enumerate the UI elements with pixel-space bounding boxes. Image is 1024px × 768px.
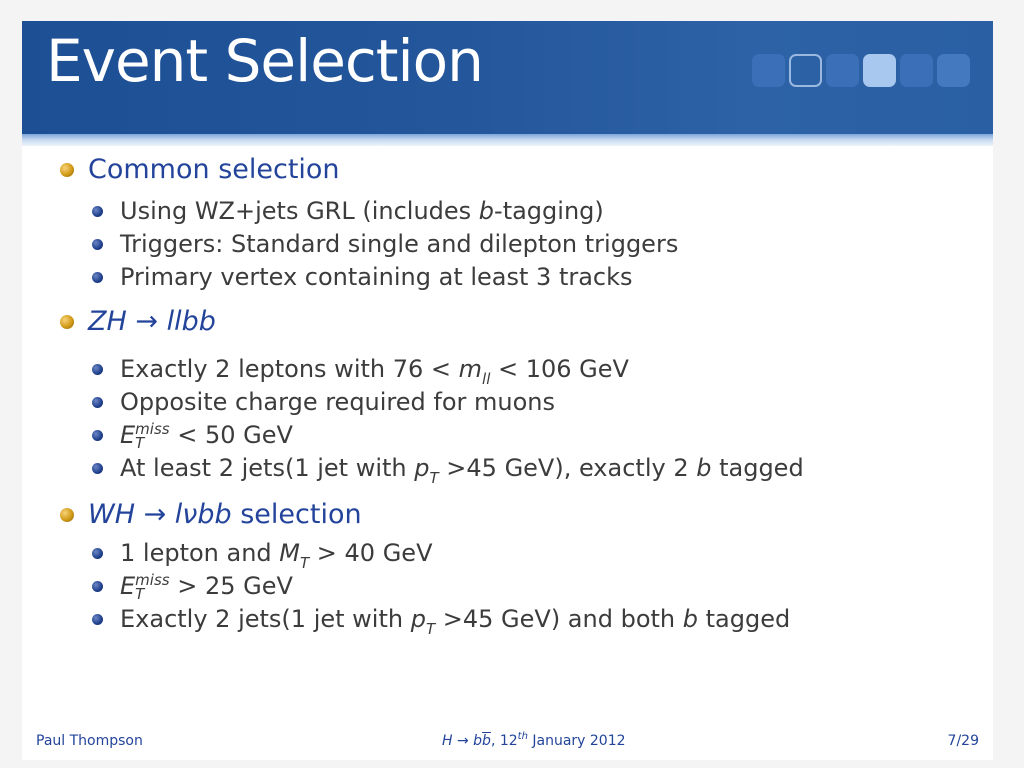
list-item	[92, 539, 993, 572]
bullet-icon	[60, 508, 74, 522]
slide-title: Event Selection	[46, 27, 483, 95]
bullet-icon	[92, 581, 103, 592]
item-text: Using WZ+jets GRL (includes b-tagging)	[120, 197, 604, 225]
bullet-icon	[60, 163, 74, 177]
slide-navigation	[752, 54, 970, 88]
item-text: E miss T > 25 GeV	[120, 571, 293, 603]
nav-square[interactable]	[900, 54, 933, 87]
footer-author: Paul Thompson	[36, 733, 143, 749]
section-heading-wh	[60, 499, 993, 530]
item-text: Exactly 2 jets(1 jet with $p_T >45$ GeV) and both b tagged	[120, 605, 791, 638]
list-item	[92, 572, 993, 601]
bullet-icon	[92, 430, 103, 441]
list-item	[92, 263, 993, 291]
bullet-icon	[92, 272, 103, 283]
item-text: Triggers: Standard single and dilepton triggers	[120, 230, 679, 258]
item-text: Primary vertex containing at least 3 tracks	[120, 263, 633, 291]
slide-footer	[22, 733, 993, 757]
slide	[22, 21, 993, 760]
section-heading-label: WH → lνbb selection	[88, 499, 362, 530]
header-gradient-band	[22, 134, 993, 146]
section-heading-common	[60, 154, 993, 185]
list-item	[92, 355, 993, 388]
item-text: Opposite charge required for muons	[120, 388, 556, 416]
item-text: Exactly 2 leptons with $76 < m_{ll} < 106$ GeV	[120, 355, 629, 388]
item-text: E miss T < 50 GeV	[120, 420, 293, 452]
item-text: At least 2 jets(1 jet with $p_T >45$ GeV), exactly 2 b tagged	[120, 454, 804, 487]
footer-page-number: 7/29	[947, 733, 979, 749]
section-heading-label: Common selection	[88, 154, 340, 185]
bullet-icon	[92, 206, 103, 217]
nav-square[interactable]	[826, 54, 859, 87]
section-heading-zh	[60, 306, 993, 337]
slide-header	[22, 21, 993, 139]
list-item	[92, 230, 993, 258]
nav-square[interactable]	[937, 54, 970, 87]
list-item	[92, 197, 993, 225]
bullet-icon	[92, 463, 103, 474]
bullet-icon	[92, 364, 103, 375]
nav-square[interactable]	[789, 54, 822, 87]
bullet-icon	[92, 239, 103, 250]
bullet-icon	[92, 397, 103, 408]
bullet-icon	[92, 614, 103, 625]
section-heading-label: ZH → llbb	[88, 306, 216, 337]
item-text: 1 lepton and $M_T > 40$ GeV	[120, 539, 433, 572]
list-item	[92, 605, 993, 638]
nav-square[interactable]	[752, 54, 785, 87]
list-item	[92, 454, 993, 487]
list-item	[92, 421, 993, 450]
nav-square-current[interactable]	[863, 54, 896, 87]
footer-talk-title: $H \to b\overline{b}$, 12th January 2012	[442, 731, 626, 749]
bullet-icon	[92, 548, 103, 559]
list-item	[92, 388, 993, 416]
bullet-icon	[60, 315, 74, 329]
